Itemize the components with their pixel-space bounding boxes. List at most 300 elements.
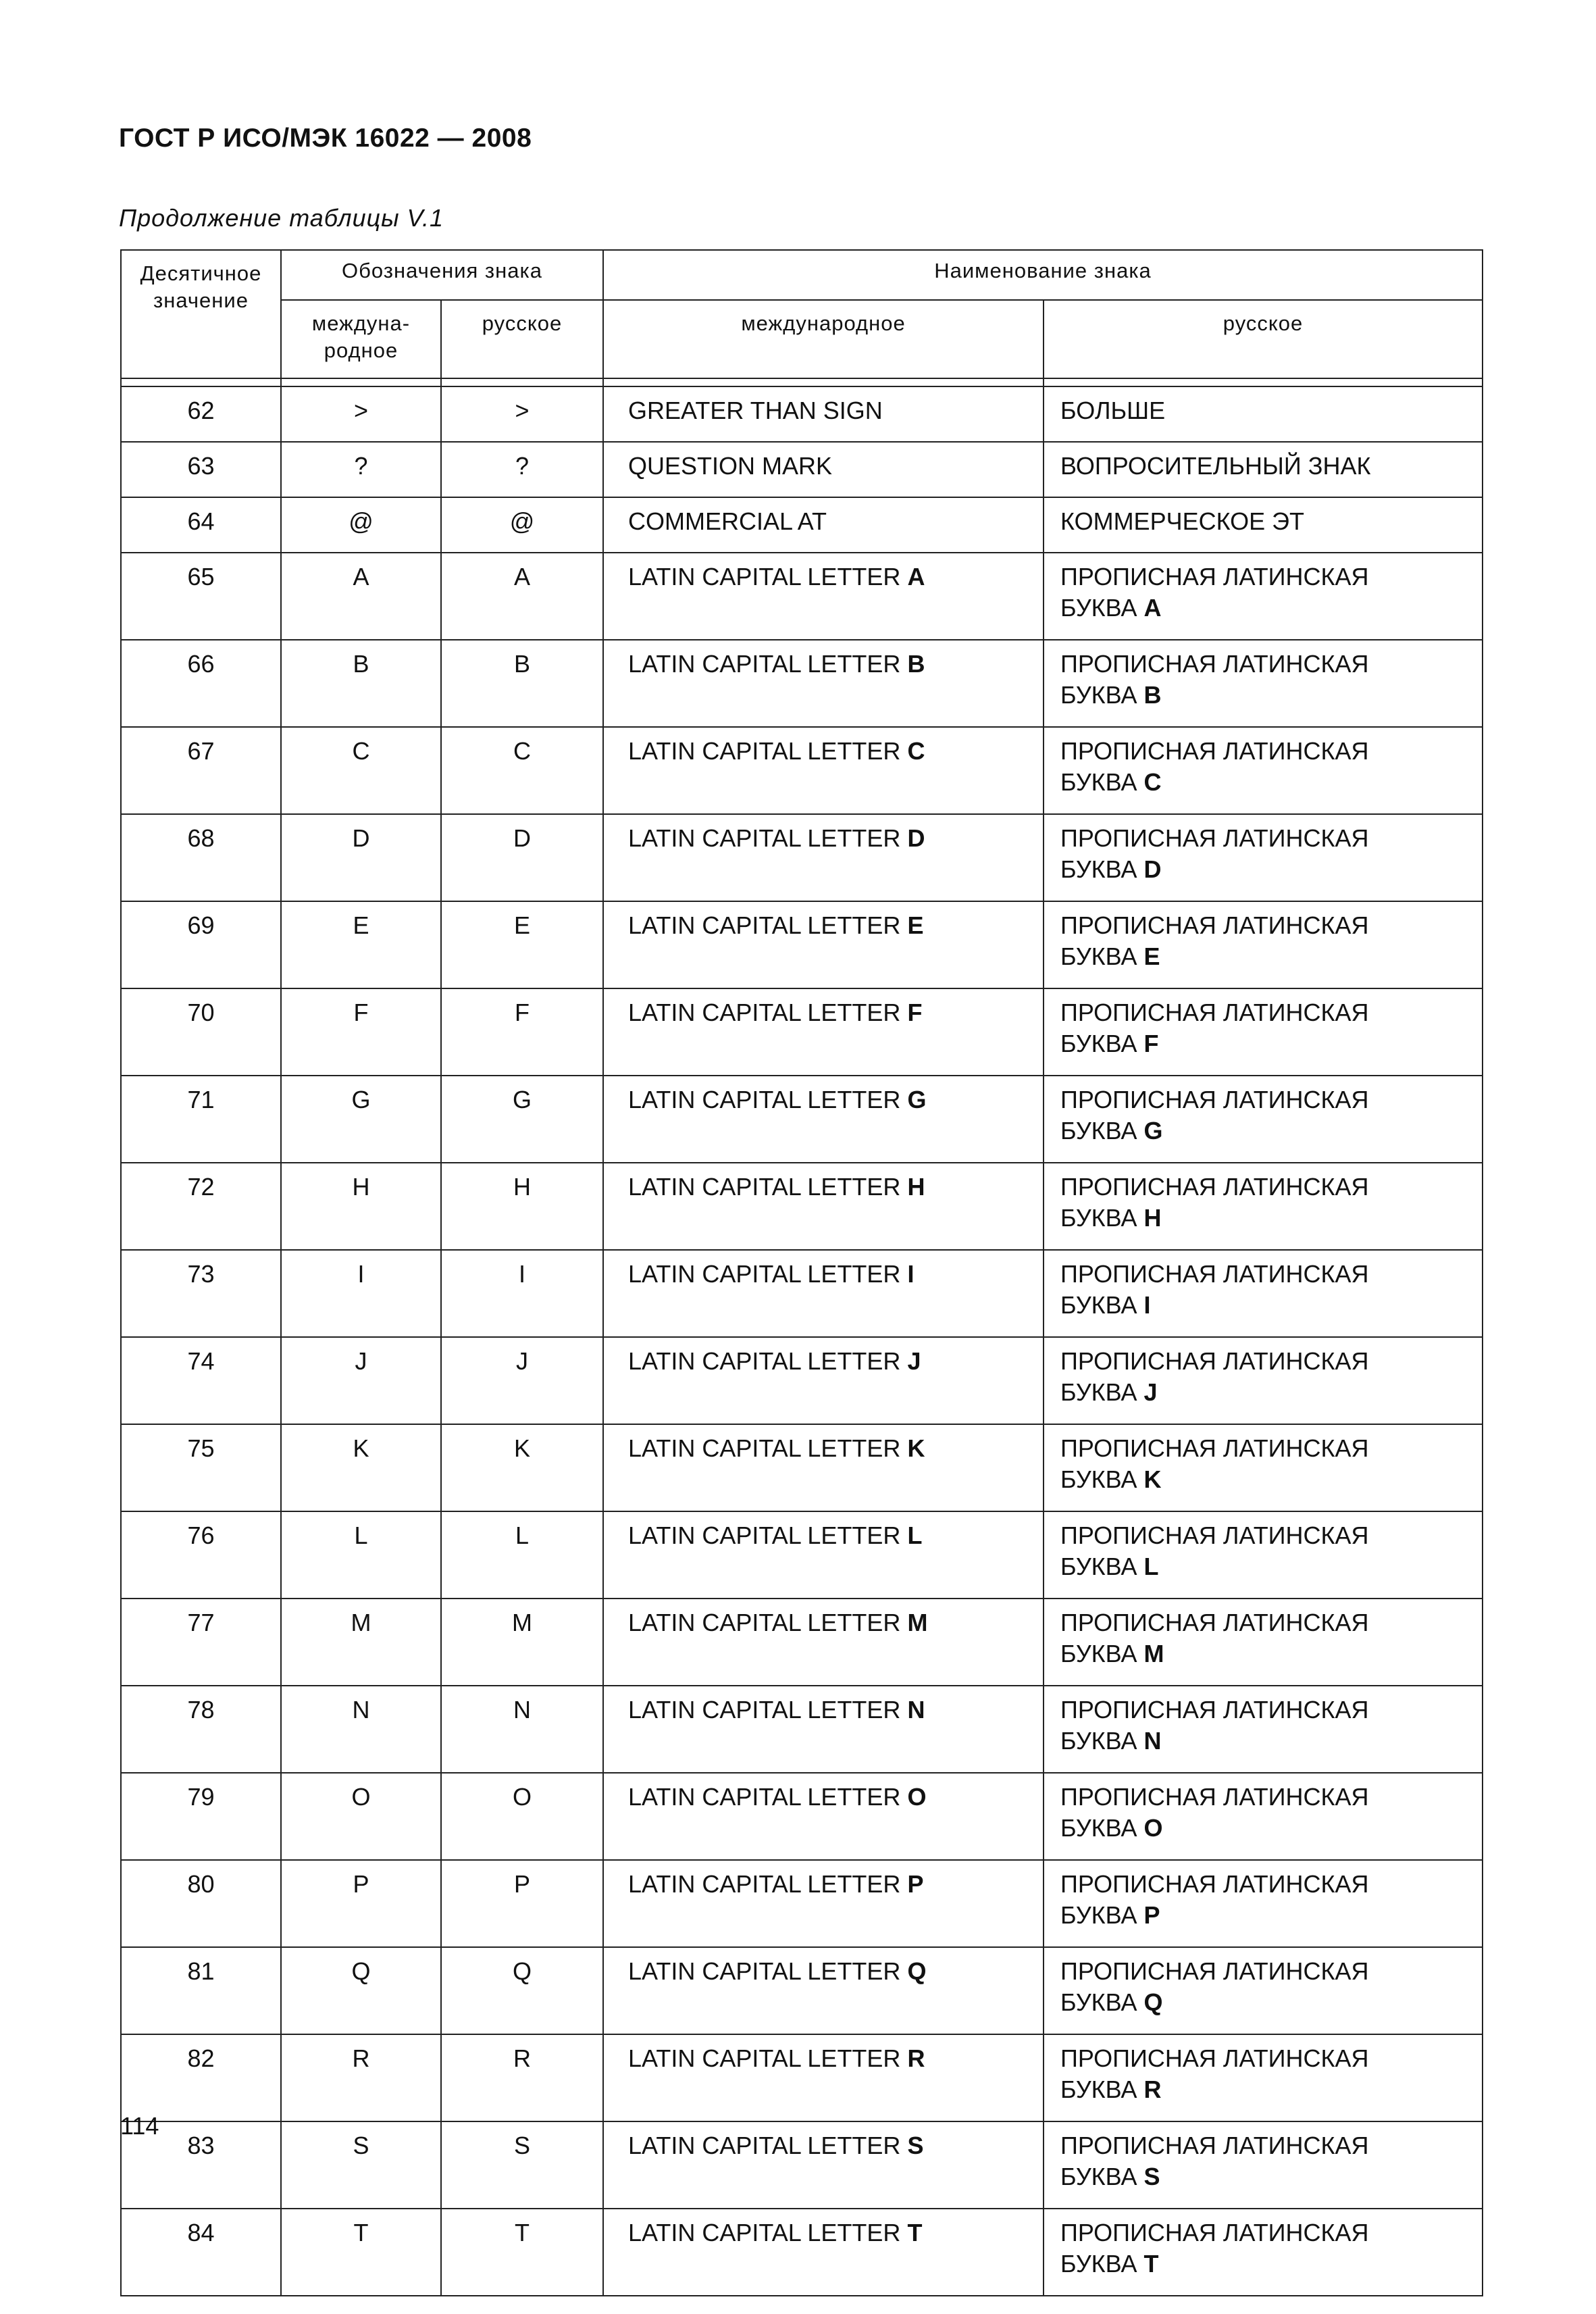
document-header: ГОСТ Р ИСО/МЭК 16022 — 2008 bbox=[119, 124, 532, 153]
cell-symbol-international bbox=[281, 1860, 441, 1947]
table-row bbox=[121, 1511, 1483, 1599]
cell-name-international bbox=[603, 386, 1044, 442]
cell-symbol-international bbox=[281, 1947, 441, 2034]
cell-name-international bbox=[603, 2209, 1044, 2296]
name-russian-line2-wrap bbox=[1060, 1290, 1482, 1321]
header-name-russian: русское bbox=[1044, 300, 1483, 378]
name-international-letter: J bbox=[907, 1347, 921, 1375]
symbol-russian: > bbox=[515, 397, 530, 424]
name-russian-line2: БУКВА bbox=[1060, 768, 1137, 796]
name-russian-line1: ПРОПИСНАЯ ЛАТИНСКАЯ bbox=[1060, 1260, 1369, 1288]
decimal-value: 83 bbox=[187, 2132, 215, 2159]
table-row bbox=[121, 1424, 1483, 1511]
cell-symbol-russian bbox=[441, 1686, 603, 1773]
cell-symbol-russian bbox=[441, 2209, 603, 2296]
cell-name-international bbox=[603, 640, 1044, 727]
cell-name-russian bbox=[1044, 386, 1483, 442]
cell-symbol-russian bbox=[441, 640, 603, 727]
table-row bbox=[121, 1250, 1483, 1337]
table-row bbox=[121, 988, 1483, 1076]
cell-symbol-russian bbox=[441, 1163, 603, 1250]
cell-symbol-international bbox=[281, 901, 441, 988]
symbol-international: T bbox=[353, 2219, 369, 2246]
symbol-russian: K bbox=[514, 1434, 531, 1462]
name-international: LATIN CAPITAL LETTER bbox=[628, 1783, 901, 1811]
cell-name-international bbox=[603, 1599, 1044, 1686]
name-russian-line2: БУКВА bbox=[1060, 1553, 1137, 1580]
name-russian-line2: БУКВА bbox=[1060, 2250, 1137, 2278]
name-international-letter: D bbox=[907, 824, 925, 852]
cell-symbol-international bbox=[281, 1773, 441, 1860]
name-russian-letter: A bbox=[1143, 594, 1162, 622]
table-row bbox=[121, 1163, 1483, 1250]
name-russian-line1: ПРОПИСНАЯ ЛАТИНСКАЯ bbox=[1060, 563, 1369, 590]
cell-symbol-russian bbox=[441, 988, 603, 1076]
name-international: LATIN CAPITAL LETTER bbox=[628, 1434, 901, 1462]
name-russian-letter: Q bbox=[1143, 1988, 1163, 2016]
name-international: LATIN CAPITAL LETTER bbox=[628, 1086, 901, 1113]
cell-symbol-russian bbox=[441, 1599, 603, 1686]
cell-symbol-international bbox=[281, 1163, 441, 1250]
cell-symbol-international bbox=[281, 1337, 441, 1424]
cell-symbol-russian bbox=[441, 1860, 603, 1947]
name-international: LATIN CAPITAL LETTER bbox=[628, 1870, 901, 1898]
symbol-international: S bbox=[353, 2132, 369, 2159]
header-name-international: международное bbox=[603, 300, 1044, 378]
symbol-international: H bbox=[352, 1173, 370, 1201]
name-russian-line2: БУКВА bbox=[1060, 1378, 1137, 1406]
cell-decimal bbox=[121, 1250, 281, 1337]
name-international: LATIN CAPITAL LETTER bbox=[628, 824, 901, 852]
name-international-letter: F bbox=[907, 999, 923, 1026]
table-row bbox=[121, 1686, 1483, 1773]
decimal-value: 73 bbox=[187, 1260, 215, 1288]
name-russian-line1: КОММЕРЧЕСКОЕ ЭТ bbox=[1060, 507, 1305, 535]
symbol-international: K bbox=[353, 1434, 369, 1462]
cell-symbol-international bbox=[281, 2121, 441, 2209]
name-russian-line2-wrap bbox=[1060, 1551, 1482, 1582]
cell-name-russian bbox=[1044, 1773, 1483, 1860]
name-russian-line2: БУКВА bbox=[1060, 1988, 1137, 2016]
table-row bbox=[121, 553, 1483, 640]
cell-symbol-russian bbox=[441, 1250, 603, 1337]
name-international-letter: S bbox=[907, 2132, 924, 2159]
cell-symbol-international bbox=[281, 1599, 441, 1686]
table-row bbox=[121, 442, 1483, 497]
cell-name-russian bbox=[1044, 2209, 1483, 2296]
table-row bbox=[121, 814, 1483, 901]
cell-decimal bbox=[121, 442, 281, 497]
cell-symbol-international bbox=[281, 553, 441, 640]
name-international-letter: B bbox=[907, 650, 925, 678]
table-row bbox=[121, 901, 1483, 988]
cell-name-international bbox=[603, 442, 1044, 497]
name-russian-line2: БУКВА bbox=[1060, 2076, 1137, 2103]
name-russian-line1: ПРОПИСНАЯ ЛАТИНСКАЯ bbox=[1060, 1783, 1369, 1811]
cell-decimal bbox=[121, 1947, 281, 2034]
symbol-russian: E bbox=[514, 911, 531, 939]
header-name: Наименование знака bbox=[603, 250, 1483, 300]
cell-decimal bbox=[121, 1337, 281, 1424]
name-russian-line1: ПРОПИСНАЯ ЛАТИНСКАЯ bbox=[1060, 737, 1369, 765]
cell-decimal bbox=[121, 1860, 281, 1947]
symbol-international: G bbox=[351, 1086, 371, 1113]
name-russian-line1: ПРОПИСНАЯ ЛАТИНСКАЯ bbox=[1060, 1957, 1369, 1985]
cell-name-international bbox=[603, 901, 1044, 988]
cell-symbol-international bbox=[281, 442, 441, 497]
symbol-international: L bbox=[354, 1521, 368, 1549]
cell-name-russian bbox=[1044, 553, 1483, 640]
name-russian-letter: J bbox=[1143, 1378, 1158, 1406]
name-russian-line2-wrap bbox=[1060, 767, 1482, 798]
name-russian-line2: БУКВА bbox=[1060, 1814, 1137, 1842]
name-international: LATIN CAPITAL LETTER bbox=[628, 1696, 901, 1724]
name-international-letter: A bbox=[907, 563, 925, 590]
decimal-value: 77 bbox=[187, 1609, 215, 1636]
symbol-russian: ? bbox=[515, 452, 530, 480]
cell-symbol-russian bbox=[441, 497, 603, 553]
table-row bbox=[121, 2034, 1483, 2121]
name-international: LATIN CAPITAL LETTER bbox=[628, 2132, 901, 2159]
name-russian-line1: ПРОПИСНАЯ ЛАТИНСКАЯ bbox=[1060, 2132, 1369, 2159]
name-russian-letter: N bbox=[1143, 1727, 1162, 1755]
name-international: LATIN CAPITAL LETTER bbox=[628, 1957, 901, 1985]
decimal-value: 79 bbox=[187, 1783, 215, 1811]
decimal-value: 69 bbox=[187, 911, 215, 939]
cell-symbol-international bbox=[281, 1250, 441, 1337]
name-russian-line2: БУКВА bbox=[1060, 855, 1137, 883]
symbol-international: F bbox=[353, 999, 369, 1026]
cell-symbol-international bbox=[281, 386, 441, 442]
name-russian-line2: БУКВА bbox=[1060, 1030, 1137, 1057]
name-international-letter: C bbox=[907, 737, 925, 765]
name-russian-letter: R bbox=[1143, 2076, 1162, 2103]
symbol-russian: P bbox=[514, 1870, 531, 1898]
cell-symbol-international bbox=[281, 640, 441, 727]
name-russian-line1: ПРОПИСНАЯ ЛАТИНСКАЯ bbox=[1060, 1521, 1369, 1549]
cell-decimal bbox=[121, 814, 281, 901]
cell-decimal bbox=[121, 497, 281, 553]
table-row bbox=[121, 2209, 1483, 2296]
name-russian-line2-wrap bbox=[1060, 1638, 1482, 1669]
name-international: LATIN CAPITAL LETTER bbox=[628, 2219, 901, 2246]
name-russian-line2: БУКВА bbox=[1060, 594, 1137, 622]
symbol-russian: F bbox=[515, 999, 530, 1026]
cell-name-international bbox=[603, 1424, 1044, 1511]
cell-name-international bbox=[603, 1076, 1044, 1163]
symbol-international: @ bbox=[349, 507, 374, 535]
cell-symbol-international bbox=[281, 1076, 441, 1163]
cell-symbol-russian bbox=[441, 1511, 603, 1599]
table-row bbox=[121, 1860, 1483, 1947]
cell-name-international bbox=[603, 2121, 1044, 2209]
cell-symbol-international bbox=[281, 497, 441, 553]
cell-name-russian bbox=[1044, 1076, 1483, 1163]
cell-name-russian bbox=[1044, 2034, 1483, 2121]
header-designation: Обозначения знака bbox=[281, 250, 603, 300]
cell-decimal bbox=[121, 386, 281, 442]
symbol-international: O bbox=[351, 1783, 371, 1811]
name-russian-line2: БУКВА bbox=[1060, 942, 1137, 970]
symbol-russian: Q bbox=[513, 1957, 532, 1985]
cell-name-international bbox=[603, 814, 1044, 901]
name-russian-line2-wrap bbox=[1060, 593, 1482, 624]
header-designation-international: междуна- родное bbox=[281, 300, 441, 378]
cell-decimal bbox=[121, 1686, 281, 1773]
cell-symbol-international bbox=[281, 727, 441, 814]
name-russian-line2-wrap bbox=[1060, 1987, 1482, 2018]
symbol-international: Q bbox=[351, 1957, 371, 1985]
cell-decimal bbox=[121, 553, 281, 640]
cell-name-russian bbox=[1044, 988, 1483, 1076]
name-russian-line1: ПРОПИСНАЯ ЛАТИНСКАЯ bbox=[1060, 2044, 1369, 2072]
decimal-value: 68 bbox=[187, 824, 215, 852]
cell-symbol-russian bbox=[441, 1076, 603, 1163]
cell-decimal bbox=[121, 1511, 281, 1599]
cell-symbol-russian bbox=[441, 901, 603, 988]
cell-name-russian bbox=[1044, 901, 1483, 988]
cell-symbol-russian bbox=[441, 553, 603, 640]
symbol-international: N bbox=[352, 1696, 370, 1724]
decimal-value: 78 bbox=[187, 1696, 215, 1724]
header-separator bbox=[121, 378, 1483, 386]
cell-symbol-russian bbox=[441, 2034, 603, 2121]
cell-symbol-russian bbox=[441, 386, 603, 442]
cell-symbol-international bbox=[281, 1424, 441, 1511]
name-russian-line2-wrap bbox=[1060, 1900, 1482, 1931]
cell-symbol-international bbox=[281, 1686, 441, 1773]
cell-decimal bbox=[121, 2209, 281, 2296]
cell-decimal bbox=[121, 727, 281, 814]
name-russian-line1: БОЛЬШЕ bbox=[1060, 397, 1166, 424]
symbol-russian: R bbox=[513, 2044, 531, 2072]
cell-symbol-russian bbox=[441, 1773, 603, 1860]
cell-name-international bbox=[603, 1511, 1044, 1599]
cell-name-russian bbox=[1044, 1250, 1483, 1337]
name-international: COMMERCIAL AT bbox=[628, 507, 827, 535]
name-russian-letter: K bbox=[1143, 1465, 1162, 1493]
table-row bbox=[121, 1599, 1483, 1686]
name-russian-letter: L bbox=[1143, 1553, 1159, 1580]
cell-symbol-russian bbox=[441, 814, 603, 901]
symbol-russian: D bbox=[513, 824, 531, 852]
name-international: LATIN CAPITAL LETTER bbox=[628, 999, 901, 1026]
table-row bbox=[121, 1337, 1483, 1424]
cell-name-russian bbox=[1044, 1424, 1483, 1511]
symbol-russian: L bbox=[515, 1521, 530, 1549]
cell-name-russian bbox=[1044, 1511, 1483, 1599]
cell-symbol-russian bbox=[441, 1424, 603, 1511]
cell-name-russian bbox=[1044, 1599, 1483, 1686]
decimal-value: 65 bbox=[187, 563, 215, 590]
name-russian-line2-wrap bbox=[1060, 2161, 1482, 2192]
name-international-letter: M bbox=[907, 1609, 928, 1636]
decimal-value: 74 bbox=[187, 1347, 215, 1375]
name-russian-line2-wrap bbox=[1060, 2074, 1482, 2105]
name-russian-letter: G bbox=[1143, 1117, 1163, 1145]
name-russian-letter: S bbox=[1143, 2163, 1160, 2190]
cell-name-russian bbox=[1044, 1686, 1483, 1773]
decimal-value: 72 bbox=[187, 1173, 215, 1201]
symbol-russian: J bbox=[516, 1347, 528, 1375]
symbol-international: > bbox=[353, 397, 369, 424]
cell-name-russian bbox=[1044, 2121, 1483, 2209]
name-russian-line2-wrap bbox=[1060, 1726, 1482, 1757]
symbol-russian: I bbox=[519, 1260, 526, 1288]
symbol-international: D bbox=[352, 824, 370, 852]
cell-decimal bbox=[121, 1076, 281, 1163]
decimal-value: 64 bbox=[187, 507, 215, 535]
name-russian-line1: ПРОПИСНАЯ ЛАТИНСКАЯ bbox=[1060, 1434, 1369, 1462]
symbol-international: E bbox=[353, 911, 369, 939]
name-russian-line2-wrap bbox=[1060, 1203, 1482, 1234]
name-russian-line1: ПРОПИСНАЯ ЛАТИНСКАЯ bbox=[1060, 1347, 1369, 1375]
name-international-letter: G bbox=[907, 1086, 927, 1113]
name-russian-line2-wrap bbox=[1060, 941, 1482, 972]
name-russian-line1: ПРОПИСНАЯ ЛАТИНСКАЯ bbox=[1060, 911, 1369, 939]
name-international: QUESTION MARK bbox=[628, 452, 833, 480]
symbol-international: M bbox=[351, 1609, 371, 1636]
name-russian-line2-wrap bbox=[1060, 1115, 1482, 1147]
name-russian-line2-wrap bbox=[1060, 1813, 1482, 1844]
cell-name-international bbox=[603, 2034, 1044, 2121]
decimal-value: 67 bbox=[187, 737, 215, 765]
name-russian-line2: БУКВА bbox=[1060, 1291, 1137, 1319]
name-russian-line2: БУКВА bbox=[1060, 1901, 1137, 1929]
name-international-letter: I bbox=[907, 1260, 915, 1288]
decimal-value: 75 bbox=[187, 1434, 215, 1462]
symbol-russian: O bbox=[513, 1783, 532, 1811]
decimal-value: 63 bbox=[187, 452, 215, 480]
table-caption: Продолжение таблицы V.1 bbox=[119, 204, 444, 232]
name-international: LATIN CAPITAL LETTER bbox=[628, 1173, 901, 1201]
name-international: LATIN CAPITAL LETTER bbox=[628, 563, 901, 590]
cell-name-international bbox=[603, 727, 1044, 814]
name-russian-letter: I bbox=[1143, 1291, 1151, 1319]
decimal-value: 71 bbox=[187, 1086, 215, 1113]
cell-symbol-international bbox=[281, 814, 441, 901]
symbol-russian: B bbox=[514, 650, 531, 678]
name-international: LATIN CAPITAL LETTER bbox=[628, 911, 901, 939]
symbol-international: J bbox=[355, 1347, 367, 1375]
cell-symbol-russian bbox=[441, 727, 603, 814]
name-international: LATIN CAPITAL LETTER bbox=[628, 1521, 901, 1549]
decimal-value: 81 bbox=[187, 1957, 215, 1985]
name-russian-letter: H bbox=[1143, 1204, 1162, 1232]
cell-symbol-russian bbox=[441, 1337, 603, 1424]
symbol-russian: M bbox=[512, 1609, 532, 1636]
table-row bbox=[121, 1947, 1483, 2034]
cell-name-international bbox=[603, 1773, 1044, 1860]
cell-decimal bbox=[121, 1773, 281, 1860]
cell-name-international bbox=[603, 497, 1044, 553]
name-russian-letter: M bbox=[1143, 1640, 1164, 1667]
cell-name-international bbox=[603, 1947, 1044, 2034]
decimal-value: 62 bbox=[187, 397, 215, 424]
symbol-russian: A bbox=[514, 563, 531, 590]
table-row bbox=[121, 640, 1483, 727]
name-international-letter: O bbox=[907, 1783, 927, 1811]
name-russian-line2-wrap bbox=[1060, 680, 1482, 711]
cell-decimal bbox=[121, 1163, 281, 1250]
character-table bbox=[120, 249, 1483, 2296]
table-row bbox=[121, 497, 1483, 553]
symbol-international: P bbox=[353, 1870, 369, 1898]
name-russian-line2-wrap bbox=[1060, 1377, 1482, 1408]
decimal-value: 70 bbox=[187, 999, 215, 1026]
name-russian-line1: ПРОПИСНАЯ ЛАТИНСКАЯ bbox=[1060, 1870, 1369, 1898]
name-international: LATIN CAPITAL LETTER bbox=[628, 1260, 901, 1288]
header-designation-russian: русское bbox=[441, 300, 603, 378]
name-international-letter: T bbox=[907, 2219, 923, 2246]
name-russian-line2: БУКВА bbox=[1060, 2163, 1137, 2190]
name-russian-letter: C bbox=[1143, 768, 1162, 796]
cell-decimal bbox=[121, 1599, 281, 1686]
table-row bbox=[121, 727, 1483, 814]
symbol-international: R bbox=[352, 2044, 370, 2072]
cell-symbol-international bbox=[281, 2209, 441, 2296]
cell-name-international bbox=[603, 1337, 1044, 1424]
cell-name-international bbox=[603, 1860, 1044, 1947]
cell-symbol-international bbox=[281, 988, 441, 1076]
name-russian-letter: T bbox=[1143, 2250, 1159, 2278]
name-international-letter: N bbox=[907, 1696, 925, 1724]
symbol-russian: C bbox=[513, 737, 531, 765]
cell-decimal bbox=[121, 2034, 281, 2121]
cell-symbol-russian bbox=[441, 442, 603, 497]
name-international-letter: L bbox=[907, 1521, 923, 1549]
name-international: LATIN CAPITAL LETTER bbox=[628, 650, 901, 678]
name-russian-letter: B bbox=[1143, 681, 1162, 709]
table-header bbox=[121, 250, 1483, 386]
symbol-international: A bbox=[353, 563, 369, 590]
name-russian-line1: ПРОПИСНАЯ ЛАТИНСКАЯ bbox=[1060, 1173, 1369, 1201]
symbol-international: ? bbox=[354, 452, 368, 480]
decimal-value: 80 bbox=[187, 1870, 215, 1898]
cell-name-international bbox=[603, 1163, 1044, 1250]
cell-name-international bbox=[603, 553, 1044, 640]
name-russian-line1: ПРОПИСНАЯ ЛАТИНСКАЯ bbox=[1060, 1609, 1369, 1636]
name-international-letter: H bbox=[907, 1173, 925, 1201]
name-russian-line2: БУКВА bbox=[1060, 1204, 1137, 1232]
name-russian-letter: O bbox=[1143, 1814, 1163, 1842]
cell-name-russian bbox=[1044, 442, 1483, 497]
name-russian-line1: ПРОПИСНАЯ ЛАТИНСКАЯ bbox=[1060, 999, 1369, 1026]
cell-name-russian bbox=[1044, 1337, 1483, 1424]
name-russian-line1: ПРОПИСНАЯ ЛАТИНСКАЯ bbox=[1060, 650, 1369, 678]
name-international: LATIN CAPITAL LETTER bbox=[628, 737, 901, 765]
symbol-russian: @ bbox=[509, 507, 535, 535]
name-russian-line1: ПРОПИСНАЯ ЛАТИНСКАЯ bbox=[1060, 1696, 1369, 1724]
name-russian-line2-wrap bbox=[1060, 1028, 1482, 1059]
name-russian-line1: ВОПРОСИТЕЛЬНЫЙ ЗНАК bbox=[1060, 452, 1371, 480]
symbol-international: C bbox=[352, 737, 370, 765]
cell-name-russian bbox=[1044, 814, 1483, 901]
name-international: LATIN CAPITAL LETTER bbox=[628, 2044, 901, 2072]
name-russian-line2: БУКВА bbox=[1060, 681, 1137, 709]
name-international: LATIN CAPITAL LETTER bbox=[628, 1609, 901, 1636]
table-body bbox=[121, 386, 1483, 2296]
cell-name-international bbox=[603, 1250, 1044, 1337]
cell-name-russian bbox=[1044, 1163, 1483, 1250]
cell-symbol-russian bbox=[441, 1947, 603, 2034]
name-russian-line2: БУКВА bbox=[1060, 1465, 1137, 1493]
cell-name-russian bbox=[1044, 497, 1483, 553]
cell-decimal bbox=[121, 988, 281, 1076]
table-row bbox=[121, 386, 1483, 442]
cell-decimal bbox=[121, 1424, 281, 1511]
name-international-letter: P bbox=[907, 1870, 924, 1898]
